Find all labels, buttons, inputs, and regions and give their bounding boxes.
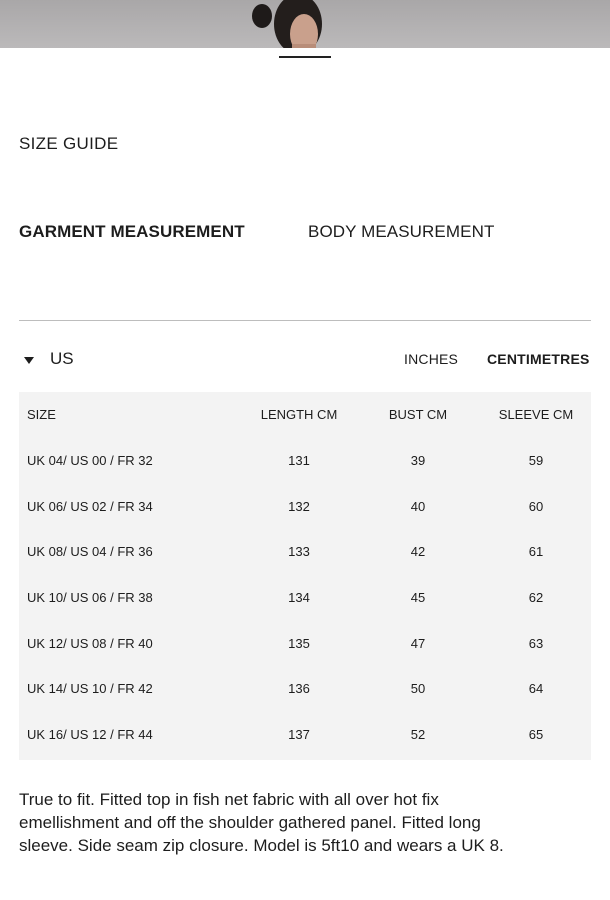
cell-sleeve: 59 [528, 453, 544, 469]
cell-bust: 40 [410, 498, 426, 514]
unit-inches-button[interactable]: INCHES [404, 351, 459, 367]
unit-centimetres-button[interactable]: CENTIMETRES [487, 351, 590, 367]
cell-length: 132 [288, 498, 310, 514]
cell-length: 134 [288, 590, 310, 606]
cell-size: UK 06/ US 02 / FR 34 [27, 498, 153, 514]
cell-length: 135 [288, 635, 310, 651]
product-photo[interactable] [0, 0, 610, 48]
divider [19, 320, 591, 321]
cell-sleeve: 61 [528, 544, 544, 560]
cell-size: UK 14/ US 10 / FR 42 [27, 681, 153, 697]
table-row [19, 483, 599, 529]
triangle-down-icon [24, 357, 34, 364]
cell-length: 136 [288, 681, 310, 697]
cell-size: UK 04/ US 00 / FR 32 [27, 453, 153, 469]
tab-body-measurement[interactable]: BODY MEASUREMENT [308, 222, 495, 241]
cell-bust: 45 [410, 590, 426, 606]
cell-sleeve: 63 [528, 635, 544, 651]
cell-sleeve: 64 [528, 681, 544, 697]
table-header-row [19, 392, 599, 438]
page-title: SIZE GUIDE [19, 134, 119, 153]
carousel-indicator [279, 56, 331, 58]
cell-sleeve: 60 [528, 498, 544, 514]
tab-garment-measurement[interactable]: GARMENT MEASUREMENT [19, 222, 245, 241]
size-table [19, 392, 591, 760]
cell-size: UK 08/ US 04 / FR 36 [27, 544, 153, 560]
cell-length: 137 [288, 727, 310, 743]
column-header-size: SIZE [27, 407, 56, 423]
region-selected-value: US [50, 349, 74, 368]
cell-size: UK 10/ US 06 / FR 38 [27, 590, 153, 606]
cell-length: 131 [288, 453, 310, 469]
model-head-image [240, 0, 350, 48]
table-row [19, 438, 599, 484]
cell-size: UK 16/ US 12 / FR 44 [27, 727, 153, 743]
column-header-length: LENGTH CM [260, 407, 338, 423]
cell-size: UK 12/ US 08 / FR 40 [27, 635, 153, 651]
cell-bust: 52 [410, 727, 426, 743]
cell-length: 133 [288, 544, 310, 560]
cell-bust: 47 [410, 635, 426, 651]
product-description: True to fit. Fitted top in fish net fabric with all over hot fix emellishment and off the shoulder gathered panel. Fitted long sleeve. Side seam zip closure. Model is 5ft10 and wears a UK 8. [19, 790, 504, 855]
cell-sleeve: 65 [528, 727, 544, 743]
column-header-bust: BUST CM [388, 407, 448, 423]
cell-bust: 42 [410, 544, 426, 560]
cell-sleeve: 62 [528, 590, 544, 606]
table-row [19, 529, 599, 575]
column-header-sleeve: SLEEVE CM [498, 407, 574, 423]
cell-bust: 39 [410, 453, 426, 469]
cell-bust: 50 [410, 681, 426, 697]
region-dropdown[interactable] [24, 349, 74, 369]
table-row [19, 620, 599, 666]
table-row [19, 575, 599, 621]
table-row [19, 666, 599, 712]
table-row [19, 712, 599, 758]
